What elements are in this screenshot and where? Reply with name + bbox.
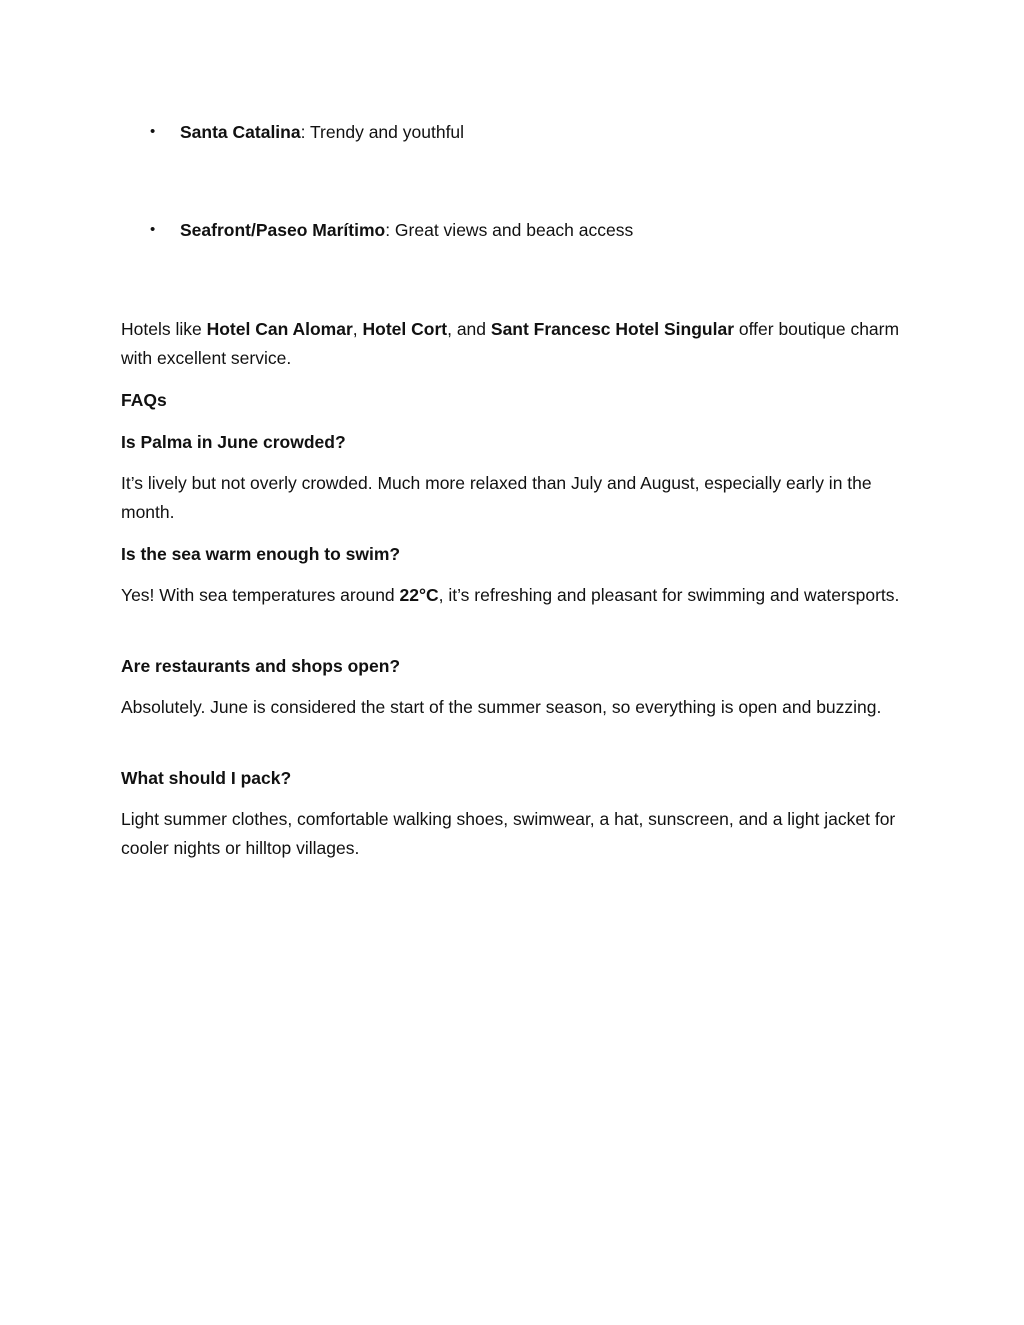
hotels-paragraph <box>121 315 911 372</box>
faq-question: Are restaurants and shops open? <box>121 656 401 676</box>
neighborhood-description: : Great views and beach access <box>385 220 634 240</box>
faq-answer: Absolutely. June is considered the start of the summer season, so everything is open and buzzing. <box>121 697 882 717</box>
neighborhood-name: Santa Catalina <box>180 122 301 142</box>
text-run: , and <box>447 319 491 339</box>
faq-question: Is Palma in June crowded? <box>121 432 346 452</box>
bullet-icon: • <box>150 221 156 238</box>
faq-question: Is the sea warm enough to swim? <box>121 544 401 564</box>
bullet-text <box>180 216 633 244</box>
faqs-heading: FAQs <box>121 390 167 410</box>
text-run: Yes! With sea temperatures around <box>121 585 400 605</box>
faq-answer: It’s lively but not overly crowded. Much more relaxed than July and August, especially early in the month. <box>121 473 872 522</box>
bullet-icon: • <box>150 123 156 140</box>
neighborhood-description: : Trendy and youthful <box>300 122 465 142</box>
faq-answer: Light summer clothes, comfortable walking shoes, swimwear, a hat, sunscreen, and a light jacket for cooler nights or hilltop villages. <box>121 809 896 858</box>
text-run: Hotels like <box>121 319 207 339</box>
hotel-name: Hotel Cort <box>362 319 448 339</box>
faq-question: What should I pack? <box>121 768 292 788</box>
bullet-text <box>180 118 464 146</box>
sea-temperature: 22°C <box>399 585 439 605</box>
text-run: , <box>352 319 363 339</box>
hotel-name: Sant Francesc Hotel Singular <box>490 319 735 339</box>
hotel-name: Hotel Can Alomar <box>206 319 353 339</box>
text-run: offer boutique charm with excellent service. <box>121 319 900 368</box>
neighborhood-name: Seafront/Paseo Marítimo <box>180 220 386 240</box>
faq-answer <box>121 581 911 610</box>
text-run: , it’s refreshing and pleasant for swimming and watersports. <box>438 585 900 605</box>
